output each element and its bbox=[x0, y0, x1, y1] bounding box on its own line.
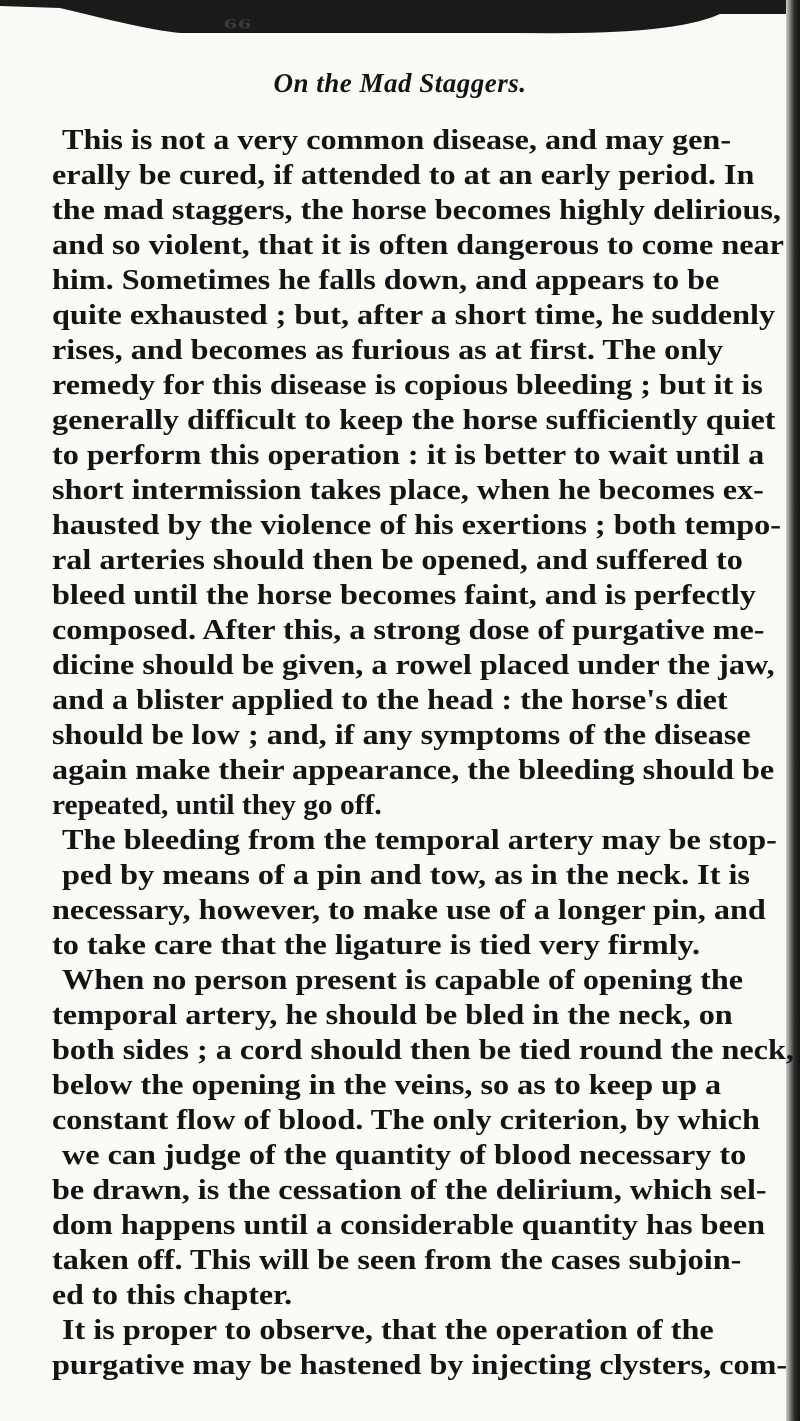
text-line: to perform this operation : it is better to wait until a bbox=[52, 440, 765, 471]
text-line: ped by means of a pin and tow, as in the neck. It is bbox=[62, 860, 750, 891]
text-line: rises, and becomes as furious as at first. The only bbox=[52, 335, 724, 366]
text-line: and a blister applied to the head : the horse's diet bbox=[52, 685, 728, 716]
text-line: necessary, however, to make use of a longer pin, and bbox=[52, 895, 766, 926]
text-line: composed. After this, a strong dose of purgative me- bbox=[52, 615, 765, 646]
text-line: dom happens until a considerable quantity has been bbox=[52, 1210, 766, 1241]
text-line: the mad staggers, the horse becomes highly delirious, bbox=[52, 195, 781, 226]
text-line: ed to this chapter. bbox=[52, 1280, 293, 1311]
text-line: erally be cured, if attended to at an early period. In bbox=[52, 160, 755, 191]
text-line: purgative may be hastened by injecting clysters, com- bbox=[52, 1350, 788, 1381]
text-line: and so violent, that it is often dangerous to come near bbox=[52, 230, 784, 261]
text-line: we can judge of the quantity of blood necessary to bbox=[62, 1140, 747, 1171]
text-line: bleed until the horse becomes faint, and is perfectly bbox=[52, 580, 756, 611]
text-line: It is proper to observe, that the operation of the bbox=[62, 1315, 714, 1346]
text-line: constant flow of blood. The only criterion, by which bbox=[52, 1105, 760, 1136]
chapter-heading: On the Mad Staggers. bbox=[273, 68, 527, 98]
text-line: him. Sometimes he falls down, and appears to be bbox=[52, 265, 720, 296]
text-line: This is not a very common disease, and may gen- bbox=[62, 125, 732, 156]
text-line: taken off. This will be seen from the cases subjoin- bbox=[52, 1245, 742, 1276]
text-line: quite exhausted ; but, after a short time, he suddenly bbox=[52, 300, 776, 331]
text-line: hausted by the violence of his exertions ; both tempo- bbox=[52, 510, 781, 541]
text-line: again make their appearance, the bleeding should be bbox=[52, 755, 775, 786]
text-line: repeated, until they go off. bbox=[52, 790, 382, 821]
text-line: short intermission takes place, when he becomes ex- bbox=[52, 475, 764, 506]
text-line: temporal artery, he should be bled in the neck, on bbox=[52, 1000, 733, 1031]
text-line: ral arteries should then be opened, and suffered to bbox=[52, 545, 743, 576]
text-line: dicine should be given, a rowel placed under the jaw, bbox=[52, 650, 775, 681]
text-line: should be low ; and, if any symptoms of the disease bbox=[52, 720, 751, 751]
page-number: 66 bbox=[224, 15, 252, 32]
text-line: generally difficult to keep the horse sufficiently quiet bbox=[52, 405, 776, 436]
text-line: to take care that the ligature is tied very firmly. bbox=[52, 930, 701, 961]
text-line: be drawn, is the cessation of the delirium, which sel- bbox=[52, 1175, 767, 1206]
text-line: both sides ; a cord should then be tied round the neck, bbox=[52, 1035, 794, 1066]
text-line: remedy for this disease is copious bleeding ; but it is bbox=[52, 370, 763, 401]
text-line: below the opening in the veins, so as to keep up a bbox=[52, 1070, 722, 1101]
text-line: When no person present is capable of opening the bbox=[62, 965, 744, 996]
text-line: The bleeding from the temporal artery may be stop- bbox=[62, 825, 777, 856]
